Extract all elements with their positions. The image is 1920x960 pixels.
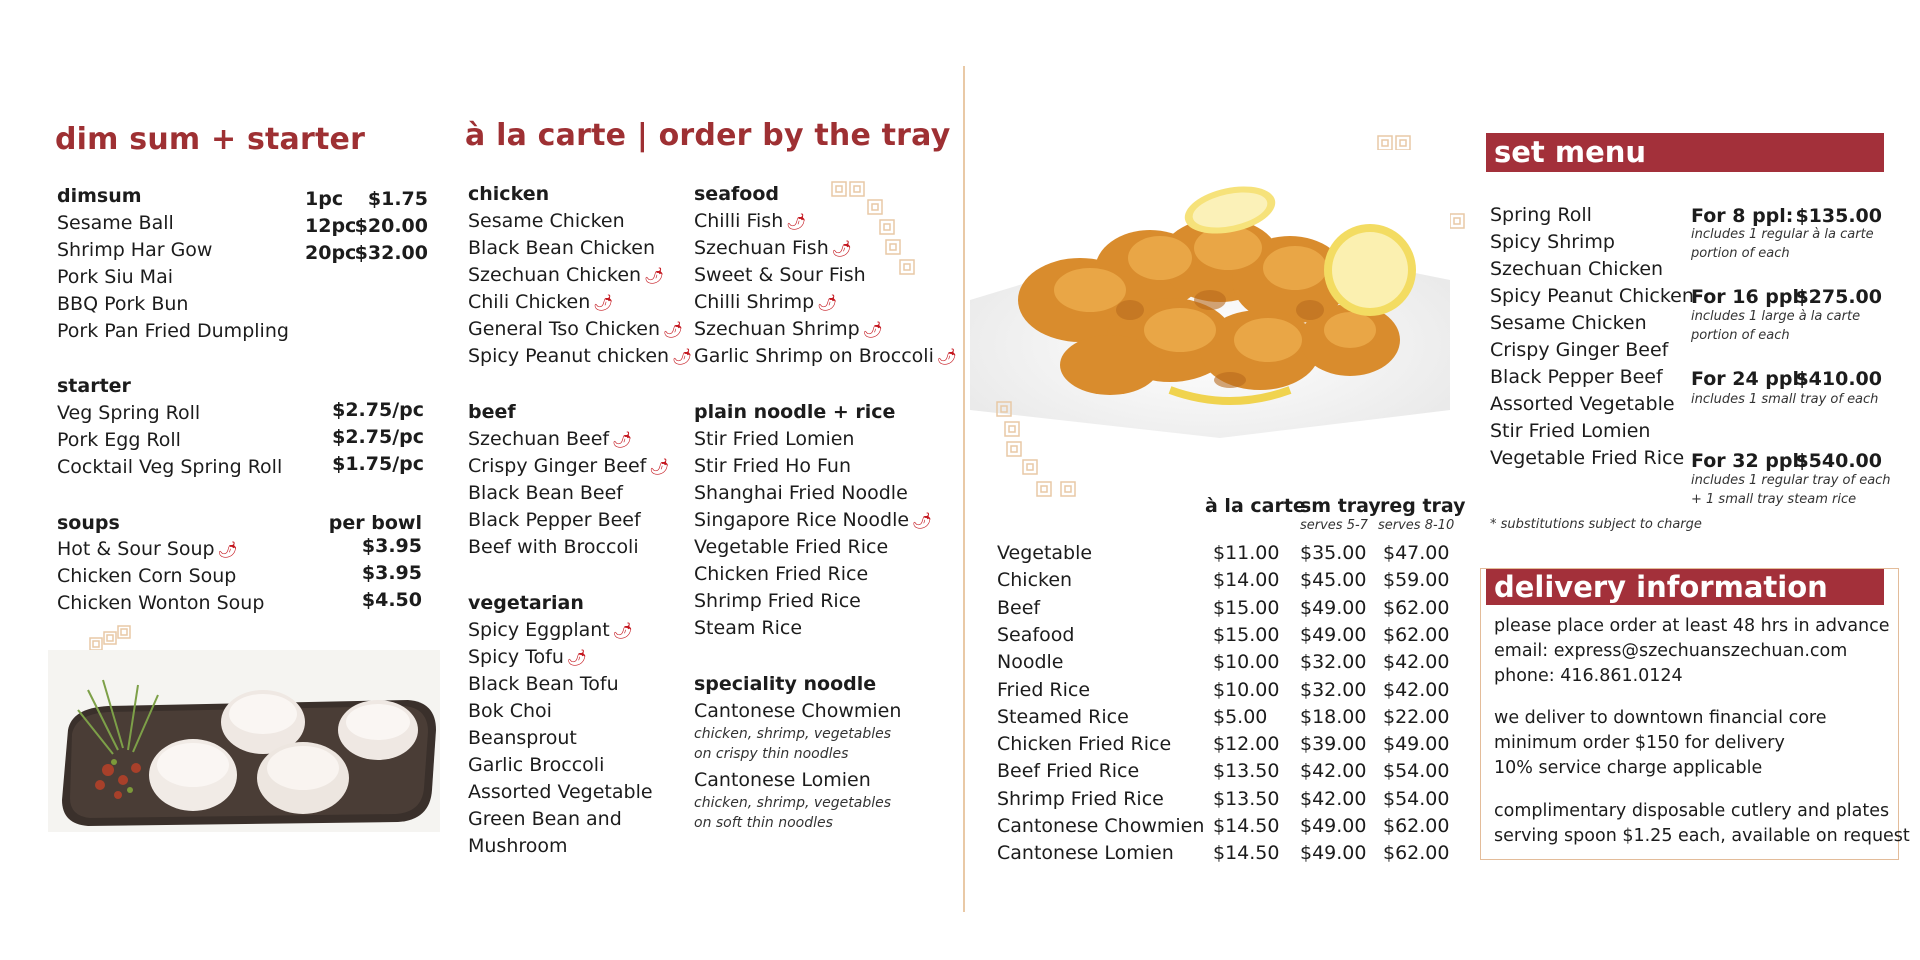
- list-item: Chicken Wonton Soup: [57, 592, 265, 614]
- dimsum-starter-title: dim sum + starter: [55, 122, 366, 157]
- list-item: Crispy Ginger Beef: [1490, 339, 1669, 361]
- list-item: [468, 262, 664, 289]
- list-item: Shrimp Har Gow: [57, 239, 213, 261]
- soups-header: soups: [57, 512, 120, 534]
- table-cell-price: $62.00: [1383, 842, 1450, 865]
- table-cell-price: $49.00: [1300, 623, 1367, 646]
- option-price: $275.00: [1795, 286, 1882, 308]
- item-name: Sesame Chicken: [468, 210, 625, 232]
- set-menu-banner: [1486, 133, 1884, 172]
- list-item: Spicy Peanut Chicken: [1490, 285, 1694, 307]
- list-item: Chicken Corn Soup: [57, 565, 237, 587]
- list-item: Veg Spring Roll: [57, 402, 201, 424]
- item-name: Black Pepper Beef: [468, 509, 641, 531]
- list-item: Cocktail Veg Spring Roll: [57, 456, 283, 478]
- list-item: [468, 426, 632, 453]
- chili-pepper-icon: 🌶: [644, 266, 665, 285]
- column-note: serves 8-10: [1378, 518, 1455, 533]
- chili-pepper-icon: 🌶: [936, 347, 958, 366]
- starter-header: starter: [57, 375, 131, 397]
- table-row-label: Chicken Fried Rice: [997, 733, 1172, 756]
- option-price: $540.00: [1795, 450, 1882, 472]
- delivery-line: please place order at least 48 hrs in advance: [1494, 616, 1890, 636]
- table-cell-price: $15.00: [1213, 623, 1280, 646]
- table-cell-price: $45.00: [1300, 569, 1367, 592]
- list-item: [468, 208, 625, 235]
- table-cell-price: $62.00: [1383, 815, 1450, 837]
- table-cell-price: $49.00: [1300, 596, 1367, 619]
- option-note: includes 1 large à la carte: [1691, 309, 1861, 324]
- table-cell-price: $49.00: [1300, 815, 1367, 837]
- list-item: [694, 588, 861, 615]
- lemon-chicken-photo: [970, 150, 1450, 438]
- item-name: Chilli Shrimp: [694, 291, 815, 313]
- chili-pepper-icon: 🌶: [217, 540, 238, 559]
- substitution-footnote: * substitutions subject to charge: [1490, 517, 1702, 532]
- table-cell-price: $32.00: [1300, 651, 1367, 674]
- list-item: [694, 561, 868, 588]
- option-note: includes 1 small tray of each: [1691, 392, 1879, 407]
- item-name: Spicy Eggplant: [468, 619, 610, 641]
- table-cell-price: $18.00: [1300, 705, 1367, 728]
- table-cell-price: $47.00: [1383, 542, 1450, 564]
- list-item: [694, 453, 851, 480]
- table-cell-price: $11.00: [1213, 542, 1280, 564]
- item-description: on crispy thin noodles: [694, 746, 849, 762]
- table-row-label: Steamed Rice: [997, 705, 1129, 728]
- delivery-line: we deliver to downtown financial core: [1494, 708, 1827, 728]
- table-cell-price: $10.00: [1213, 651, 1280, 674]
- item-description: on soft thin noodles: [694, 815, 833, 831]
- seafood-header: seafood: [694, 183, 779, 205]
- fold-divider: [963, 66, 965, 912]
- price-value: $3.95: [361, 562, 422, 584]
- noodle-rice-header: plain noodle + rice: [694, 401, 896, 423]
- column-header: sm tray: [1300, 495, 1381, 517]
- list-item: [468, 507, 641, 534]
- table-cell-price: $54.00: [1383, 787, 1450, 810]
- list-item: [694, 262, 866, 289]
- table-cell-price: $62.00: [1383, 596, 1450, 619]
- soups-unit: per bowl: [328, 512, 422, 534]
- list-item: Stir Fried Lomien: [1490, 420, 1651, 442]
- list-item: Sesame Ball: [57, 212, 174, 234]
- dimsum-header: dimsum: [57, 185, 142, 207]
- list-item: Pork Pan Fried Dumpling: [57, 320, 289, 342]
- table-row-label: Cantonese Lomien: [997, 842, 1174, 865]
- item-name: Black Bean Beef: [468, 482, 623, 504]
- list-item: Assorted Vegetable: [1490, 393, 1675, 415]
- vegetarian-header: vegetarian: [468, 592, 584, 614]
- chili-pepper-icon: 🌶: [566, 648, 588, 667]
- chili-pepper-icon: 🌶: [672, 347, 693, 366]
- table-row-label: Beef: [997, 596, 1041, 619]
- list-item: [694, 534, 888, 561]
- list-item: [694, 615, 802, 642]
- item-name: Szechuan Shrimp: [694, 318, 860, 340]
- item-name: Chili Chicken: [468, 291, 591, 313]
- delivery-line: 10% service charge applicable: [1494, 758, 1763, 778]
- item-name: Chilli Fish: [694, 210, 784, 232]
- table-cell-price: $14.50: [1213, 842, 1280, 865]
- chili-pepper-icon: 🌶: [612, 621, 634, 640]
- table-cell-price: $32.00: [1300, 678, 1367, 701]
- item-name: Shanghai Fried Noodle: [694, 482, 908, 504]
- table-cell-price: $42.00: [1300, 760, 1367, 783]
- list-item: [468, 806, 622, 833]
- list-item: [468, 534, 639, 561]
- option-note: portion of each: [1691, 246, 1790, 261]
- column-header: à la carte: [1205, 495, 1306, 517]
- dumpling-photo: [48, 650, 440, 832]
- list-item: [694, 343, 957, 370]
- table-cell-price: $42.00: [1383, 651, 1450, 674]
- list-item: [694, 426, 854, 453]
- list-item: [468, 289, 614, 316]
- item-name: Stir Fried Ho Fun: [694, 455, 851, 477]
- list-item: Cantonese Chowmien: [694, 700, 902, 722]
- alacarte-title: à la carte | order by the tray: [465, 118, 951, 153]
- list-item: Black Pepper Beef: [1490, 366, 1663, 388]
- item-name: Hot & Sour Soup: [57, 538, 215, 560]
- table-cell-price: $39.00: [1300, 733, 1367, 756]
- price-qty: 12pc: [305, 215, 357, 237]
- price-value: $3.95: [361, 535, 422, 557]
- option-note: portion of each: [1691, 328, 1790, 343]
- item-name: Garlic Broccoli: [468, 754, 605, 776]
- chicken-header: chicken: [468, 183, 550, 205]
- option-note: includes 1 regular tray of each: [1691, 473, 1891, 488]
- item-name: Szechuan Beef: [468, 428, 610, 450]
- list-item: [468, 453, 670, 480]
- price-value: $2.75/pc: [332, 399, 424, 421]
- table-cell-price: $14.00: [1213, 569, 1280, 592]
- item-name: Szechuan Chicken: [468, 264, 642, 286]
- table-cell-price: $62.00: [1383, 623, 1450, 646]
- beef-header: beef: [468, 401, 516, 423]
- chili-pepper-icon: 🌶: [612, 430, 633, 449]
- item-name: Spicy Tofu: [468, 646, 564, 668]
- table-cell-price: $10.00: [1213, 678, 1280, 701]
- item-name: Beansprout: [468, 727, 577, 749]
- item-name: Beef with Broccoli: [468, 536, 639, 558]
- table-row-label: Vegetable: [997, 542, 1093, 564]
- item-name: General Tso Chicken: [468, 318, 661, 340]
- table-cell-price: $42.00: [1383, 678, 1450, 701]
- item-name: Shrimp Fried Rice: [694, 590, 861, 612]
- item-description: chicken, shrimp, vegetables: [694, 726, 892, 742]
- list-item: [468, 644, 587, 671]
- chili-pepper-icon: 🌶: [649, 457, 670, 476]
- price-qty: 1pc: [305, 188, 344, 210]
- price-value: $32.00: [354, 242, 428, 264]
- delivery-line: email: express@szechuanszechuan.com: [1494, 641, 1848, 661]
- speciality-header: speciality noodle: [694, 673, 877, 695]
- item-name: Mushroom: [468, 835, 568, 857]
- table-cell-price: $5.00: [1213, 705, 1268, 728]
- list-item: [694, 316, 883, 343]
- list-item: [468, 480, 623, 507]
- price-value: $1.75/pc: [332, 453, 424, 475]
- table-cell-price: $13.50: [1213, 760, 1280, 783]
- chili-pepper-icon: 🌶: [862, 320, 884, 339]
- delivery-line: phone: 416.861.0124: [1494, 666, 1683, 686]
- item-name: Singapore Rice Noodle: [694, 509, 910, 531]
- list-item: [694, 289, 838, 316]
- item-name: Bok Choi: [468, 700, 552, 722]
- table-row-label: Cantonese Chowmien: [997, 815, 1205, 837]
- table-cell-price: $12.00: [1213, 733, 1280, 756]
- option-price: $410.00: [1795, 368, 1882, 390]
- chili-pepper-icon: 🌶: [663, 320, 684, 339]
- list-item: [694, 480, 908, 507]
- set-menu-title: set menu: [1494, 135, 1647, 169]
- delivery-title: delivery information: [1494, 570, 1828, 604]
- item-name: Spicy Peanut chicken: [468, 345, 670, 367]
- item-name: Szechuan Fish: [694, 237, 829, 259]
- item-name: Garlic Shrimp on Broccoli: [694, 345, 934, 367]
- list-item: Pork Siu Mai: [57, 266, 173, 288]
- list-item: [468, 752, 604, 779]
- item-name: Chicken Fried Rice: [694, 563, 869, 585]
- option-label: For 32 ppl:: [1691, 450, 1807, 472]
- price-value: $2.75/pc: [332, 426, 424, 448]
- option-label: For 8 ppl:: [1691, 205, 1794, 227]
- option-note: + 1 small tray steam rice: [1691, 492, 1857, 507]
- delivery-banner: [1486, 569, 1884, 605]
- option-label: For 24 ppl:: [1691, 368, 1807, 390]
- option-label: For 16 ppl:: [1691, 286, 1807, 308]
- fretwork-ornament-icon: [995, 400, 1087, 502]
- list-item: [468, 698, 552, 725]
- table-cell-price: $22.00: [1383, 705, 1450, 728]
- table-cell-price: $15.00: [1213, 596, 1280, 619]
- item-name: Black Bean Chicken: [468, 237, 655, 259]
- table-row-label: Chicken: [997, 569, 1073, 592]
- item-name: Green Bean and: [468, 808, 622, 830]
- list-item: Szechuan Chicken: [1490, 258, 1664, 280]
- item-name: Crispy Ginger Beef: [468, 455, 647, 477]
- price-value: $4.50: [361, 589, 422, 611]
- item-name: Assorted Vegetable: [468, 781, 653, 803]
- table-row-label: Shrimp Fried Rice: [997, 787, 1164, 810]
- column-header: reg tray: [1380, 495, 1466, 517]
- table-cell-price: $42.00: [1300, 787, 1367, 810]
- chili-pepper-icon: 🌶: [786, 212, 807, 231]
- list-item: [468, 617, 633, 644]
- list-item: [694, 507, 932, 534]
- list-item: Sesame Chicken: [1490, 312, 1647, 334]
- table-cell-price: $13.50: [1213, 787, 1280, 810]
- table-cell-price: $49.00: [1300, 842, 1367, 865]
- list-item: Vegetable Fried Rice: [1490, 447, 1685, 469]
- price-value: $20.00: [354, 215, 428, 237]
- table-cell-price: $54.00: [1383, 760, 1450, 783]
- item-name: Vegetable Fried Rice: [694, 536, 889, 558]
- list-item: [468, 833, 568, 860]
- delivery-line: complimentary disposable cutlery and plates: [1494, 801, 1890, 821]
- item-description: chicken, shrimp, vegetables: [694, 795, 892, 811]
- list-item: Spring Roll: [1490, 204, 1592, 226]
- delivery-line: serving spoon $1.25 each, available on request: [1494, 826, 1910, 846]
- list-item: [468, 725, 577, 752]
- table-row-label: Fried Rice: [997, 678, 1091, 701]
- list-item: [694, 208, 807, 235]
- list-item: [468, 343, 692, 370]
- table-row-label: Noodle: [997, 651, 1064, 674]
- item-name: Sweet & Sour Fish: [694, 264, 866, 286]
- list-item: [468, 779, 653, 806]
- item-name: Steam Rice: [694, 617, 803, 639]
- option-price: $135.00: [1795, 205, 1882, 227]
- table-cell-price: $14.50: [1213, 815, 1280, 837]
- delivery-line: minimum order $150 for delivery: [1494, 733, 1785, 753]
- list-item: [468, 316, 683, 343]
- price-value: $1.75: [367, 188, 428, 210]
- table-cell-price: $59.00: [1383, 569, 1450, 592]
- list-item: [468, 235, 655, 262]
- option-note: includes 1 regular à la carte: [1691, 227, 1874, 242]
- item-name: Stir Fried Lomien: [694, 428, 855, 450]
- chili-pepper-icon: 🌶: [817, 293, 838, 312]
- table-row-label: Beef Fried Rice: [997, 760, 1140, 783]
- chili-pepper-icon: 🌶: [831, 239, 853, 258]
- list-item: [468, 671, 619, 698]
- table-row-label: Seafood: [997, 623, 1075, 646]
- chili-pepper-icon: 🌶: [593, 293, 614, 312]
- list-item: Cantonese Lomien: [694, 769, 871, 791]
- column-note: serves 5-7: [1300, 518, 1368, 533]
- list-item: [57, 536, 238, 563]
- list-item: Pork Egg Roll: [57, 429, 181, 451]
- list-item: BBQ Pork Bun: [57, 293, 189, 315]
- price-qty: 20pc: [305, 242, 357, 264]
- table-cell-price: $49.00: [1383, 733, 1450, 756]
- list-item: [694, 235, 852, 262]
- table-cell-price: $35.00: [1300, 542, 1367, 564]
- list-item: Spicy Shrimp: [1490, 231, 1615, 253]
- item-name: Black Bean Tofu: [468, 673, 619, 695]
- chili-pepper-icon: 🌶: [912, 511, 933, 530]
